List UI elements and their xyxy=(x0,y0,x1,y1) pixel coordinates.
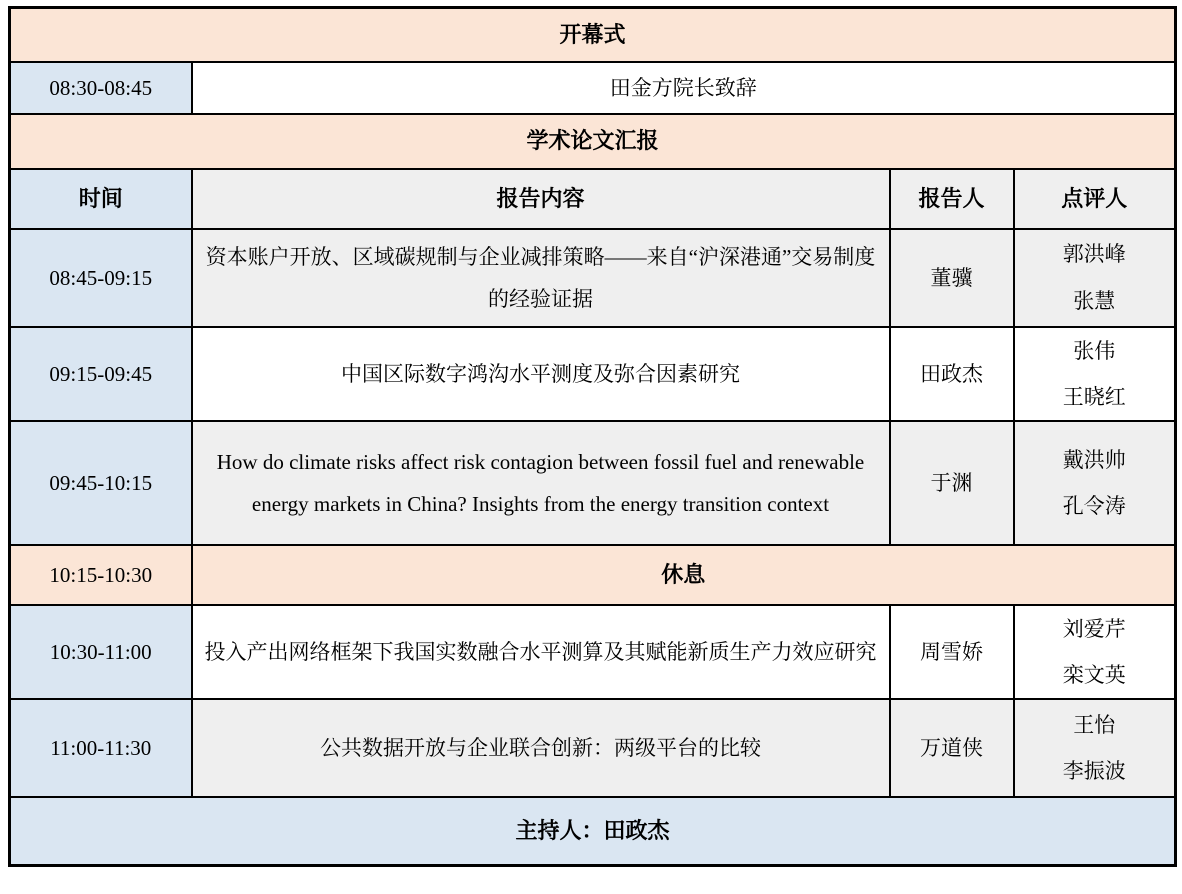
header-content: 报告内容 xyxy=(192,169,890,229)
header-reviewer: 点评人 xyxy=(1014,169,1176,229)
reviewer-cell xyxy=(1014,421,1176,545)
header-time: 时间 xyxy=(10,169,192,229)
reviewer-name: 张伟 xyxy=(1073,338,1116,363)
paper-title-cell: 资本账户开放、区域碳规制与企业减排策略——来自“沪深港通”交易制度的经验证据 xyxy=(192,229,890,327)
time-cell: 09:45-10:15 xyxy=(10,421,192,545)
opening-section-title: 开幕式 xyxy=(10,8,1176,62)
presenter-cell: 田政杰 xyxy=(890,327,1014,421)
paper-title-cell: 公共数据开放与企业联合创新：两级平台的比较 xyxy=(192,699,890,797)
reviewer-cell xyxy=(1014,327,1176,421)
paper-title-cell: 中国区际数字鸿沟水平测度及弥合因素研究 xyxy=(192,327,890,421)
reviewer-name: 李振波 xyxy=(1062,759,1126,784)
presenter-cell: 万道侠 xyxy=(890,699,1014,797)
column-header-row xyxy=(10,169,1176,229)
reviewer-name: 栾文英 xyxy=(1062,663,1126,688)
break-time-cell: 10:15-10:30 xyxy=(10,545,192,605)
reviewer-name: 戴洪帅 xyxy=(1062,447,1126,472)
reviewer-cell xyxy=(1014,699,1176,797)
header-presenter: 报告人 xyxy=(890,169,1014,229)
host-row xyxy=(10,797,1176,865)
paper-title-cell: How do climate risks affect risk contagion between fossil fuel and renewable energy markets in China? Insights from the energy transition context xyxy=(192,421,890,545)
time-cell: 10:30-11:00 xyxy=(10,605,192,699)
session-section-title: 学术论文汇报 xyxy=(10,114,1176,169)
reviewer-name: 张慧 xyxy=(1073,288,1116,313)
opening-speech-row xyxy=(10,62,1176,114)
conference-schedule-table xyxy=(8,6,1177,867)
paper-title-cell: 投入产出网络框架下我国实数融合水平测算及其赋能新质生产力效应研究 xyxy=(192,605,890,699)
paper-row-2 xyxy=(10,327,1176,421)
time-cell: 11:00-11:30 xyxy=(10,699,192,797)
session-title-row xyxy=(10,114,1176,169)
host-cell: 主持人：田政杰 xyxy=(10,797,1176,865)
time-cell: 09:15-09:45 xyxy=(10,327,192,421)
break-row xyxy=(10,545,1176,605)
reviewer-cell xyxy=(1014,229,1176,327)
presenter-cell: 董骥 xyxy=(890,229,1014,327)
opening-time-cell: 08:30-08:45 xyxy=(10,62,192,114)
opening-title-row xyxy=(10,8,1176,62)
reviewer-name: 郭洪峰 xyxy=(1062,242,1126,267)
reviewer-cell xyxy=(1014,605,1176,699)
paper-row-3 xyxy=(10,421,1176,545)
reviewer-name: 王怡 xyxy=(1073,713,1116,738)
reviewer-name: 孔令涛 xyxy=(1062,493,1126,518)
presenter-cell: 于渊 xyxy=(890,421,1014,545)
time-cell: 08:45-09:15 xyxy=(10,229,192,327)
break-label-cell: 休息 xyxy=(192,545,1176,605)
presenter-cell: 周雪娇 xyxy=(890,605,1014,699)
paper-row-5 xyxy=(10,699,1176,797)
paper-row-4 xyxy=(10,605,1176,699)
opening-content-cell: 田金方院长致辞 xyxy=(192,62,1176,114)
reviewer-name: 王晓红 xyxy=(1062,384,1126,409)
paper-row-1 xyxy=(10,229,1176,327)
reviewer-name: 刘爱芹 xyxy=(1062,616,1126,641)
